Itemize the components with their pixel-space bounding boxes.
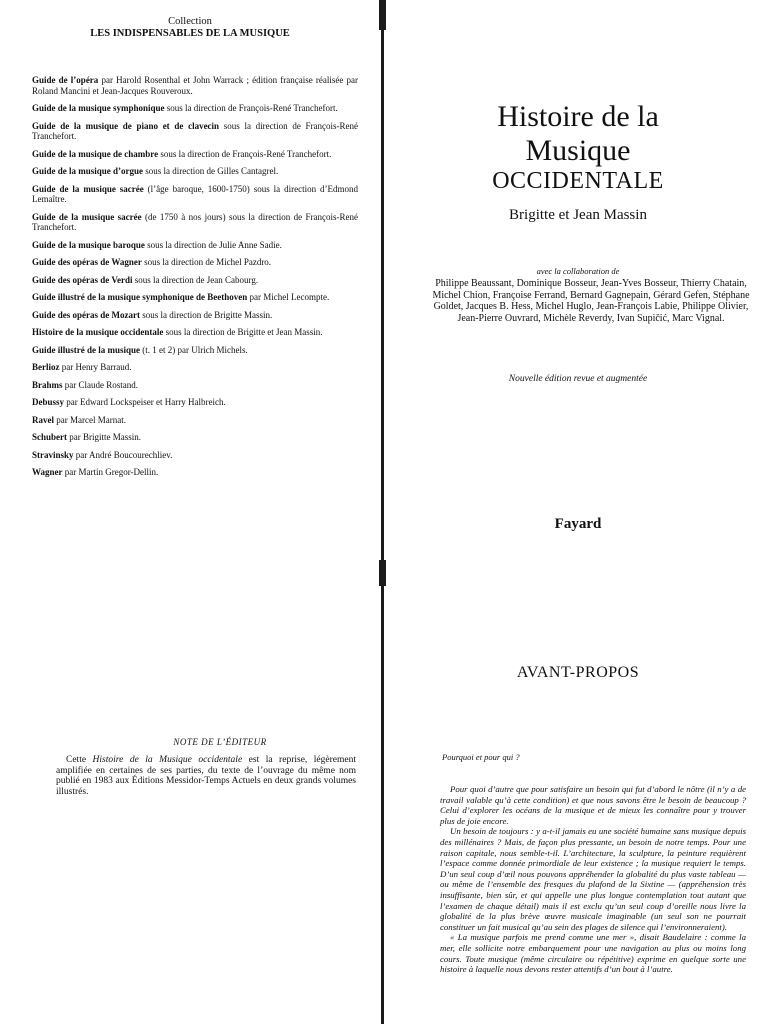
guide-title: Schubert: [32, 432, 68, 442]
guide-credit: (l’âge baroque, 1600-1750) sous la direction d’Edmond Lemaître.: [32, 183, 358, 204]
guide-entry: [32, 257, 358, 268]
guide-title: Guide de la musique de chambre: [32, 148, 159, 159]
note-text-end: est la reprise, légèrement amplifiée en certaines de ses parties, du texte de l’ouvrage du même nom publié en 1983 aux Éditions Messidor-Temps Actuels en deux grands volumes illustrés.: [56, 755, 356, 797]
book-title-line2: Musique: [525, 134, 631, 167]
guide-title: Guide de la musique symphonique: [32, 103, 165, 113]
guide-list: [32, 75, 358, 485]
note-text-start: Cette: [66, 755, 93, 765]
guide-title: Guide de l’opéra: [32, 75, 99, 85]
collaboration-label: avec la collaboration de: [536, 266, 620, 276]
guide-title: Guide de la musique de piano et de clavecin: [32, 120, 220, 131]
book-subtitle: OCCIDENTALE: [492, 168, 664, 194]
guide-title: Wagner: [32, 467, 63, 477]
foreword-text: [440, 784, 746, 975]
guide-entry: [32, 467, 358, 478]
guide-entry: [32, 310, 358, 321]
spine-top-mark: [379, 0, 386, 30]
guide-entry: [32, 240, 358, 251]
guide-credit: sous la direction de Brigitte Massin.: [140, 309, 273, 320]
collaborators-list: Philippe Beaussant, Dominique Bosseur, Jean-Yves Bosseur, Thierry Chatain, Michel Chion, Françoise Ferrand, Bernard Gagnepain, Gérard Gefen, Stéphane Goldet, Jacques B. Hess, Michel Huglo, Jean-François Labie, Philippe Olivier, Jean-Pierre Ouvrard, Michèle Reverdy, Ivan Supičić, Marc Vignal.: [432, 278, 750, 324]
guide-title: Guide de la musique sacrée: [32, 183, 144, 194]
collection-header: [0, 16, 380, 40]
guide-entry: [32, 432, 358, 443]
foreword-paragraph: « La musique parfois me prend comme une mer », disait Baudelaire : comme la mer, elle sollicite notre embarquement pour une navigation au plus ou moins long cours. Toute musique (même circulaire ou répétitive) exprime en quelque sorte une histoire à laquelle nous devons rester attentifs d’un bout à l’autre.: [440, 932, 746, 975]
guide-title: Guide de la musique baroque: [32, 239, 145, 250]
section-title: AVANT-PROPOS: [516, 664, 640, 681]
guide-title: Guide des opéras de Verdi: [32, 274, 133, 285]
book-title-line1: Histoire de la: [497, 100, 659, 133]
note-body: [56, 755, 356, 797]
guide-entry: [32, 450, 358, 461]
guide-entry: [32, 149, 358, 160]
guide-title: Debussy: [32, 397, 65, 407]
guide-credit: sous la direction de Julie Anne Sadie.: [144, 239, 282, 250]
guide-credit: sous la direction de Michel Pazdro.: [141, 257, 272, 267]
guide-credit: par Martin Gregor-Dellin.: [62, 467, 159, 477]
guide-credit: par Edward Lockspeiser et Harry Halbreich.: [64, 397, 226, 407]
guide-entry: [32, 380, 358, 391]
guide-entry: [32, 212, 358, 233]
book-authors: Brigitte et Jean Massin: [509, 207, 647, 223]
left-page: [0, 0, 380, 1024]
guide-credit: par Marcel Marnat.: [54, 414, 126, 425]
guide-title: Guide de la musique sacrée: [32, 211, 142, 222]
guide-title: Guide des opéras de Mozart: [32, 309, 140, 320]
guide-credit: sous la direction de François-René Tranchefort.: [32, 120, 358, 141]
guide-entry: [32, 166, 358, 177]
spine-mid-mark: [379, 560, 386, 586]
book-title: [388, 100, 768, 168]
right-page: [388, 0, 768, 1024]
guide-entry: [32, 362, 358, 373]
collection-name: LES INDISPENSABLES DE LA MUSIQUE: [90, 28, 290, 39]
guide-credit: par André Boucourechliev.: [73, 449, 173, 460]
guide-entry: [32, 292, 358, 303]
collection-label: Collection: [168, 16, 212, 27]
note-title: NOTE DE L’ÉDITEUR: [173, 737, 267, 747]
guide-title: Berlioz: [32, 362, 60, 372]
guide-entry: [32, 345, 358, 356]
guide-credit: par Harold Rosenthal et John Warrack ; édition française réalisée par Roland Mancini et Jean-Jacques Rouveroux.: [32, 75, 359, 96]
guide-entry: [32, 121, 358, 142]
guide-credit: par Henry Barraud.: [59, 362, 132, 372]
guide-entry: [32, 103, 358, 114]
guide-title: Ravel: [32, 414, 54, 425]
guide-title: Stravinsky: [32, 449, 74, 460]
guide-credit: sous la direction de Brigitte et Jean Massin.: [163, 327, 323, 337]
foreword-paragraph: Un besoin de toujours : y a-t-il jamais eu une société humaine sans musique depuis des millénaires ? Mais, de façon plus pressante, un besoin de notre temps. Pour une raison capitale, nous semble-t-il. L’architecture, la sculpture, la peinture requièrent l’espace comme donnée primordiale de leur existence ; la musique requiert le temps. D’un seul coup d’œil nous pouvons appréhender la globalité du plus vaste tableau — ou même de l’ensemble des fresques du plafond de la Sixtine — (appréhension très insuffisante, bien sûr, et qui appelle une plus longue contemplation tout autant que l’examen de chaque détail) mais il est exclu qu’un seul coup d’oreille nous livre la globalité de la plus brève œuvre musicale imaginable (un seul son ne pourrait constituer un fait musical qu’au sein des plages de silence qui l’environneraient).: [440, 826, 746, 932]
guide-credit: par Michel Lecompte.: [247, 292, 330, 302]
guide-credit: sous la direction de François-René Tranchefort.: [164, 103, 338, 113]
guide-entry: [32, 327, 358, 338]
guide-title: Guide de la musique d’orgue: [32, 166, 144, 176]
guide-title: Histoire de la musique occidentale: [32, 327, 164, 337]
guide-entry: [32, 184, 358, 205]
guide-entry: [32, 275, 358, 286]
guide-title: Guide illustré de la musique symphonique de Beethoven: [32, 292, 248, 302]
guide-title: Guide illustré de la musique: [32, 344, 141, 355]
guide-credit: (t. 1 et 2) par Ulrich Michels.: [140, 344, 248, 355]
guide-title: Brahms: [32, 379, 63, 390]
guide-credit: sous la direction de Jean Cabourg.: [132, 274, 259, 285]
guide-entry: [32, 415, 358, 426]
note-book-title: Histoire de la Musique occidentale: [92, 755, 243, 765]
edition-note: Nouvelle édition revue et augmentée: [508, 374, 648, 384]
guide-credit: sous la direction de Gilles Cantagrel.: [143, 166, 279, 176]
book-spine: [381, 0, 384, 1024]
guide-credit: par Claude Rostand.: [62, 379, 139, 390]
section-question: Pourquoi et pour qui ?: [442, 752, 520, 762]
foreword-paragraph: Pour quoi d’autre que pour satisfaire un besoin qui fut d’abord le nôtre (il n’y a de travail valable qu’à cette condition) et que nous savons être le besoin de beaucoup ? Celui d’explorer les océans de la musique et de mieux les connaître pour y trouver plus de joie encore.: [440, 784, 746, 826]
guide-credit: (de 1750 à nos jours) sous la direction de François-René Tranchefort.: [32, 211, 359, 232]
guide-credit: sous la direction de François-René Tranchefort.: [158, 148, 332, 159]
guide-entry: [32, 397, 358, 408]
guide-entry: [32, 75, 358, 96]
publisher-name: Fayard: [554, 516, 602, 532]
guide-credit: par Brigitte Massin.: [67, 432, 142, 442]
guide-title: Guide des opéras de Wagner: [32, 257, 142, 267]
